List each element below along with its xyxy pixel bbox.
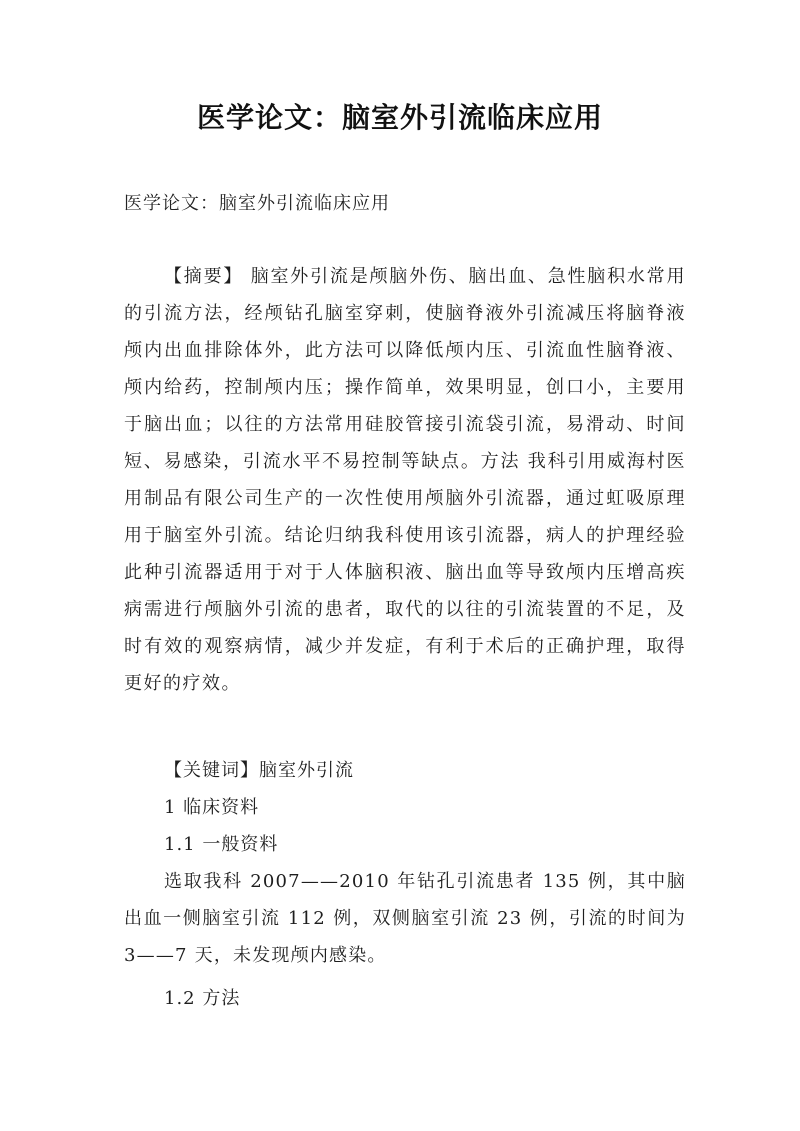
section-heading-1-1: 1.1 一般资料 xyxy=(164,834,279,855)
abstract-paragraph: 【摘要】 脑室外引流是颅脑外伤、脑出血、急性脑积水常用的引流方法，经颅钻孔脑室穿刺，使脑脊液外引流减压将脑脊液颅内出血排除体外，此方法可以降低颅内压、引流血性脑脊液、颅内给药，控制颅内压；操作简单，效果明显，创口小，主要用于脑出血；以往的方法常用硅胶管接引流袋引流，易滑动、时间短、易感染，引流水平不易控制等缺点。方法 我科引用威海村医用制品有限公司生产的一次性使用颅脑外引流器，通过虹吸原理用于脑室外引流。结论归纳我科使用该引流器，病人的护理经验此种引流器适用于对于人体脑积液、脑出血等导致颅内压增高疾病需进行颅脑外引流的患者，取代的以往的引流装置的不足，及时有效的观察病情，减少并发症，有利于术后的正确护理，取得更好的疗效。 xyxy=(124,266,686,694)
document-title: 医学论文：脑室外引流临床应用 xyxy=(196,101,603,134)
section-heading-1: 1 临床资料 xyxy=(164,797,260,818)
keywords-line: 【关键词】脑室外引流 xyxy=(164,760,354,781)
document-subtitle: 医学论文：脑室外引流临床应用 xyxy=(124,193,390,214)
body-paragraph-1: 选取我科 2007——2010 年钻孔引流患者 135 例，其中脑出血一侧脑室引流 112 例，双侧脑室引流 23 例，引流的时间为 3——7 天，未发现颅内感染。 xyxy=(124,871,686,966)
section-heading-1-2: 1.2 方法 xyxy=(164,988,241,1009)
